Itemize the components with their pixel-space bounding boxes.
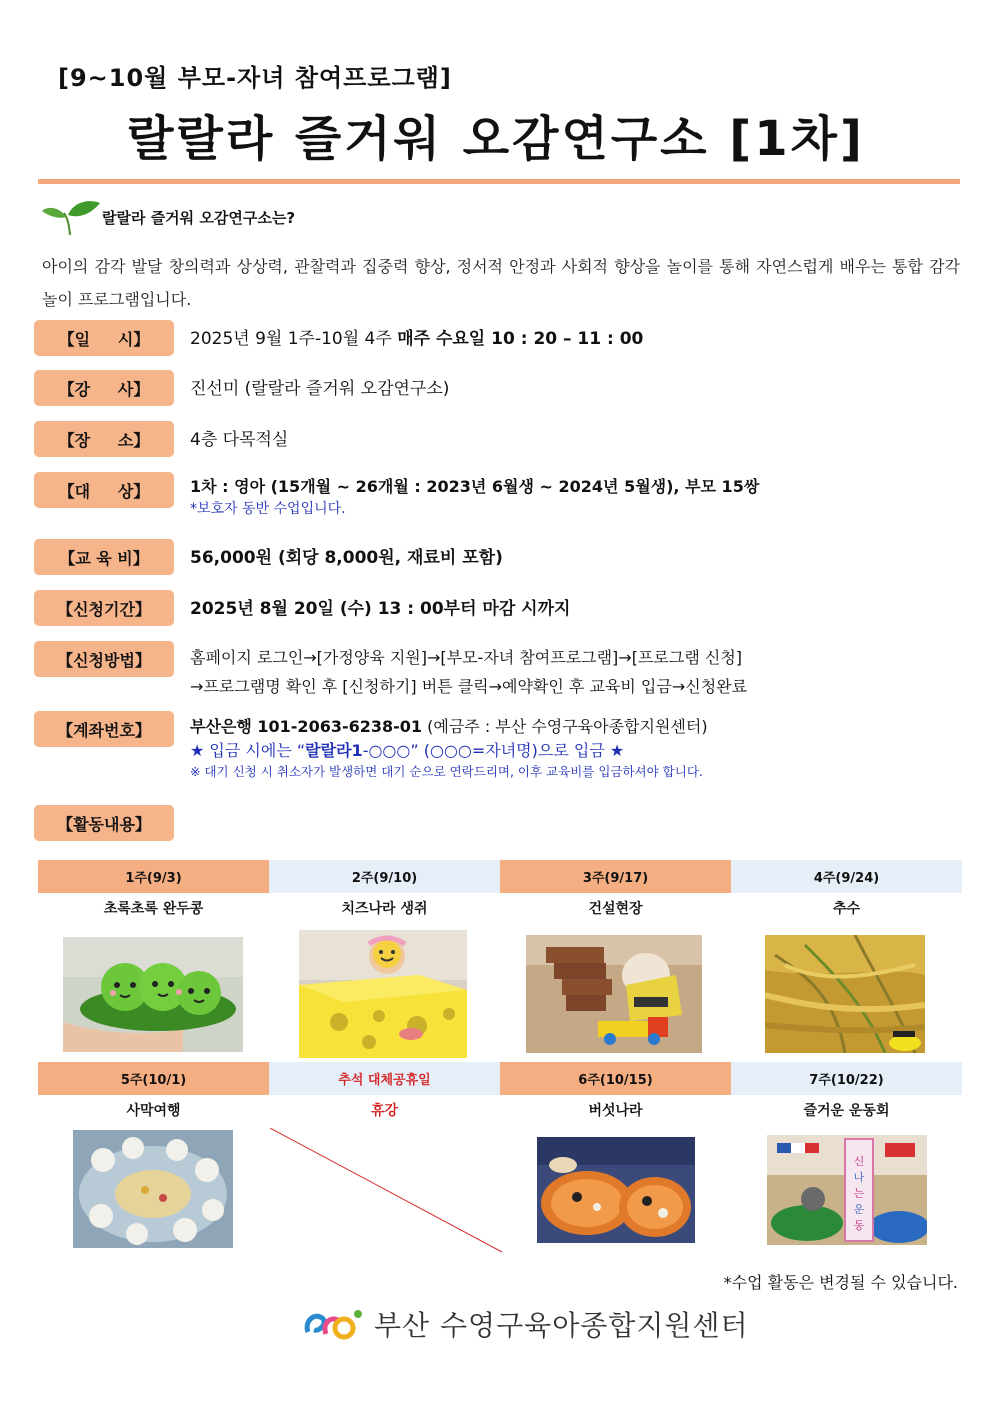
activity-name: 즐거운 운동회 <box>803 1103 890 1119</box>
title-divider <box>38 179 960 184</box>
cheese-play-photo <box>299 930 467 1058</box>
period-label: 【신청기간】 <box>34 590 174 626</box>
method-value: 홈페이지 로그인→[가정양육 지원]→[부모-자녀 참여프로그램]→[프로그램 신청] →프로그램명 확인 후 [신청하기] 버튼 클릭→예약확인 후 교육비 입금→신청완료 <box>190 648 748 696</box>
week-header: 5주(10/1) <box>38 1062 269 1095</box>
instructor-row <box>34 370 449 406</box>
instructor-value: 진선미 (랄랄라 즐거워 오감연구소) <box>190 379 450 399</box>
account-label: 【계좌번호】 <box>34 711 174 747</box>
week-header: 1주(9/3) <box>38 860 269 893</box>
target-label: 【대 상】 <box>34 472 174 508</box>
week-header: 6주(10/15) <box>500 1062 731 1095</box>
svg-text:는: 는 <box>853 1187 865 1200</box>
waitlist-note: ※ 대기 신청 시 취소자가 발생하면 대기 순으로 연락드리며, 이후 교육비를 입금하셔야 합니다. <box>190 764 703 779</box>
fee-row <box>34 539 503 575</box>
footer-logo <box>300 1302 749 1346</box>
svg-text:운: 운 <box>853 1203 865 1216</box>
week-header: 7주(10/22) <box>731 1062 962 1095</box>
sports-day-banner: 신 <box>853 1155 865 1168</box>
fee-label: 【교 육 비】 <box>34 539 174 575</box>
activities-row <box>34 805 174 841</box>
period-value: 2025년 8월 20일 (수) 13 : 00부터 마감 시까지 <box>190 599 571 619</box>
place-value: 4층 다목적실 <box>190 430 289 450</box>
activity-name: 추수 <box>832 901 861 917</box>
intro-heading-text: 랄랄라 즐거워 오감연구소는? <box>102 208 296 227</box>
center-logo-icon <box>300 1302 370 1346</box>
week-header: 2주(9/10) <box>269 860 500 893</box>
method-row <box>34 641 747 701</box>
schedule-value: 2025년 9월 1주-10월 4주 매주 수요일 10 : 20 – 11 : 00 <box>190 329 644 349</box>
period-row <box>34 590 570 626</box>
change-notice: *수업 활동은 변경될 수 있습니다. <box>723 1273 958 1292</box>
activity-name: 버섯나라 <box>588 1103 643 1119</box>
fee-value: 56,000원 (회당 8,000원, 재료비 포함) <box>190 548 503 568</box>
intro-description: 아이의 감각 발달 창의력과 상상력, 관찰력과 집중력 향상, 정서적 안정과 사회적 향상을 놀이를 통해 자연스럽게 배우는 통합 감각 놀이 프로그램입니다. <box>42 257 960 309</box>
week-header: 4주(9/24) <box>731 860 962 893</box>
target-note: *보호자 동반 수업입니다. <box>190 501 346 517</box>
activity-grid-row-2 <box>38 1062 962 1125</box>
method-label: 【신청방법】 <box>34 641 174 677</box>
intro-heading <box>40 197 295 237</box>
week-header: 3주(9/17) <box>500 860 731 893</box>
account-row <box>34 711 708 781</box>
schedule-row <box>34 320 643 356</box>
activities-label: 【활동내용】 <box>34 805 174 841</box>
place-row <box>34 421 288 457</box>
activity-name: 치즈나라 생쥐 <box>341 901 428 917</box>
cancelled-slash <box>270 1128 504 1254</box>
deposit-instruction: ★ 입금 시에는 “랄랄라1-○○○” (○○○=자녀명)으로 입금 ★ <box>190 741 625 760</box>
holiday-header: 추석 대체공휴일 <box>269 1062 500 1095</box>
program-subtitle: [9~10월 부모-자녀 참여프로그램] <box>58 64 452 92</box>
activity-name: 건설현장 <box>588 901 643 917</box>
construction-play-photo <box>526 935 702 1053</box>
instructor-label: 【강 사】 <box>34 370 174 406</box>
desert-trip-photo <box>73 1130 233 1248</box>
svg-text:나: 나 <box>853 1171 865 1184</box>
schedule-label: 【일 시】 <box>34 320 174 356</box>
svg-text:동: 동 <box>853 1219 865 1232</box>
activity-name: 사막여행 <box>126 1103 181 1119</box>
harvest-rice-photo <box>765 935 925 1053</box>
mushroom-play-photo <box>537 1137 695 1243</box>
sports-day-photo <box>767 1135 927 1245</box>
page-title: 랄랄라 즐거워 오감연구소 [1차] <box>127 111 865 167</box>
account-value: 부산은행 101-2063-6238-01 (예금주 : 부산 수영구육아종합지원센터) ★ 입금 시에는 “랄랄라1-○○○” (○○○=자녀명)으로 입금 ★ ※ 대기 신청 시 취소자가 발생하면 대기 순으로 연락드리며, 이후 교육비를 입금하셔야 합니다. <box>190 717 708 779</box>
target-value: 1차 : 영아 (15개월 ~ 26개월 : 2023년 6월생 ~ 2024년 5월생), 부모 15쌍 *보호자 동반 수업입니다. <box>190 477 760 517</box>
holiday-name: 휴강 <box>370 1103 399 1119</box>
center-name: 부산 수영구육아종합지원센터 <box>374 1309 749 1342</box>
target-row <box>34 472 759 518</box>
sprout-icon <box>40 197 102 237</box>
activity-grid-row-1 <box>38 860 962 923</box>
place-label: 【장 소】 <box>34 421 174 457</box>
activity-name: 초록초록 완두콩 <box>103 901 204 917</box>
pea-plush-photo <box>63 937 243 1052</box>
